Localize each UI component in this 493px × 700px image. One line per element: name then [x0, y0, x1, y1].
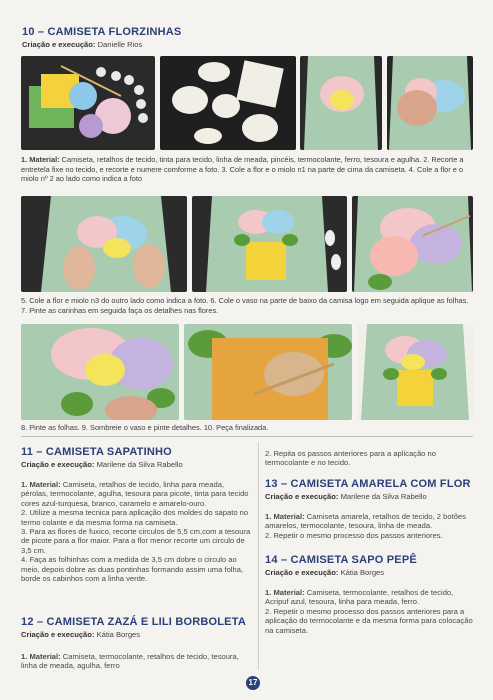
photo-flower-3 [21, 196, 187, 292]
section-11-title: 11 – CAMISETA SAPATINHO [21, 446, 172, 458]
photo-finished [357, 324, 473, 420]
section-10-title: 10 – CAMISETA FLORZINHAS [22, 26, 182, 38]
section-divider [21, 436, 473, 437]
section-14-body: 1. Material: Camiseta, termocolante, retalhos de tecido, Acripuf azul, tesoura, linha para meada, ferro. 2. Repetir o mesmo processo dos passos anteriores para a aplicação do termocolante e da mesma forma para colocação na camiseta. [265, 588, 473, 635]
photo-vase-applied [192, 196, 347, 292]
photo-flower-1 [300, 56, 382, 150]
section-14-credit: Criação e execução: Kátia Borges [265, 568, 385, 577]
page-number: 17 [246, 676, 260, 690]
section-12-step-2: 2. Repita os passos anteriores para a aplicação no termocolante e no tecido. [265, 449, 436, 468]
section-11-credit: Criação e execução: Marilene da Silva Rabello [21, 460, 183, 469]
section-13-credit: Criação e execução: Marilene da Silva Rabello [265, 492, 427, 501]
section-12-title: 12 – CAMISETA ZAZÁ E LILI BORBOLETA [21, 616, 246, 628]
photo-flower-2 [387, 56, 473, 150]
section-14-title: 14 – CAMISETA SAPO PEPÊ [265, 554, 417, 566]
photo-materials [21, 56, 155, 150]
section-10-caption-2: 5. Cole a flor e miolo n3 do outro lado como indica a foto. 6. Cole o vaso na parte de baixo da camisa logo em seguida aplique as folhas. 7. Pinte as carinhas em seguida faça os detalhes nas flores. [21, 296, 469, 315]
photo-face-details [352, 196, 473, 292]
section-12-credit: Criação e execução: Kátia Borges [21, 630, 141, 639]
photo-cut-templates [160, 56, 296, 150]
column-divider [258, 442, 259, 670]
section-11-body: 1. Material: Camiseta, retalhos de tecido, linha para meada, pérolas, termocolante, agulha, tesoura para picote, tinta para tecido cores azul-turquesa, branco, caramelo e amarelo-ouro. 2. Utilize a mesma tecnica para aplicação dos moldes do sapato no termo colante e da mesma forma na camiseta. 3. Para as flores de fuxico, recorte circulos de 5,5 cm,com a tesoura de picote para a flor maior. Para a flor menor recorte um circulo de 3,5 cm. 4. Faça as folhinhas com a medida de 3,5 cm dobre o circulo ao meio, depois dobre as duas pontinhas formando assim uma folha, borde os cabinhos com a linha verde. [21, 480, 251, 584]
section-10-caption-3: 8. Pinte as folhas. 9. Sombreie o vaso e pinte detalhes. 10. Peça finalizada. [21, 423, 269, 432]
section-13-body: 1. Material: Camiseta amarela, retalhos de tecido, 2 botões amarelos, termocolante, tesoura, linha de meada. 2. Repetir o mesmo processo dos passos anteriores. [265, 512, 466, 540]
section-13-title: 13 – CAMISETA AMARELA COM FLOR [265, 478, 471, 490]
photo-shading-vase [184, 324, 352, 420]
section-10-credit: Criação e execução: Danielle Rios [22, 40, 143, 49]
section-12-body: 1. Material: Camiseta, termocolante, retalhos de tecido, tesoura, linha de meada, agulha, ferro [21, 652, 239, 671]
photo-painting-leaves [21, 324, 179, 420]
section-10-caption-1: 1. Material: Camiseta, retalhos de tecido, tinta para tecido, linha de meada, pincéis, termocolante, ferro, tesoura e agulha. 2. Recorte a entretela fixe no tecido, e recorte e numere comforme a foto. 3. Cole a flor e o miolo n1 na parte de cima da camiseta. 4. Cole a flor e o miolo nº 2 ao lado como indica a foto [21, 155, 464, 183]
